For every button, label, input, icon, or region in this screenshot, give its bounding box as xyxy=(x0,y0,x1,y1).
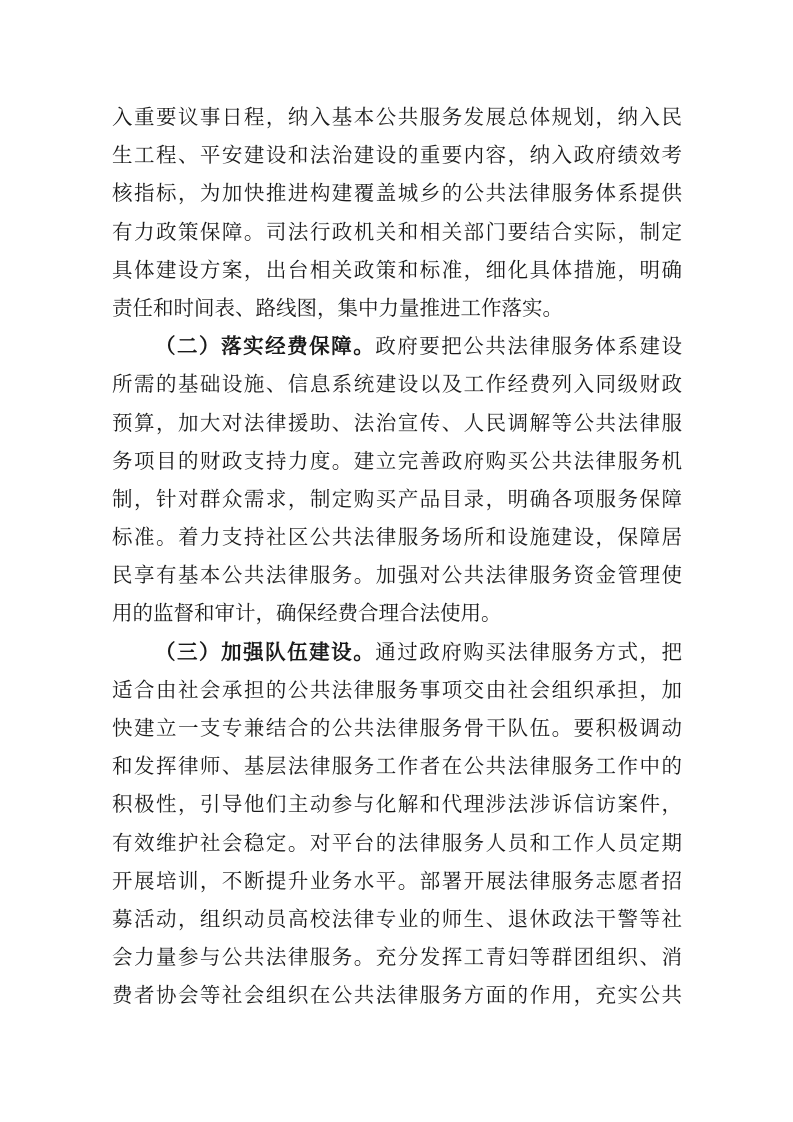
paragraph-first-line xyxy=(112,327,682,365)
paragraph-line: 用的监督和审计，确保经费合理合法使用。 xyxy=(112,601,502,626)
paragraph-line: 快建立一支专兼结合的公共法律服务骨干队伍。要积极调动 xyxy=(112,716,682,740)
paragraph-line: 积极性，引导他们主动参与化解和代理涉法涉诉信访案件， xyxy=(112,792,682,817)
paragraph-line: 募活动，组织动员高校法律专业的师生、退休政法干警等社 xyxy=(112,906,682,931)
paragraph-line: 制，针对群众需求，制定购买产品目录，明确各项服务保障 xyxy=(112,486,682,511)
paragraph-line: 有力政策保障。司法行政机关和相关部门要结合实际，制定 xyxy=(112,219,682,244)
paragraph-line: 民享有基本公共法律服务。加强对公共法律服务资金管理使 xyxy=(112,563,682,588)
paragraph-line: 开展培训，不断提升业务水平。部署开展法律服务志愿者招 xyxy=(112,868,682,893)
paragraph-line: 责任和时间表、路线图，集中力量推进工作落实。 xyxy=(112,295,563,320)
paragraph-line: 会力量参与公共法律服务。充分发挥工青妇等群团组织、消 xyxy=(112,945,682,970)
document-body xyxy=(112,98,682,1015)
paragraph-line: 核指标，为加快推进构建覆盖城乡的公共法律服务体系提供 xyxy=(112,181,682,206)
paragraph-line: 有效维护社会稳定。对平台的法律服务人员和工作人员定期 xyxy=(112,830,682,855)
paragraph-text: 政府要把公共法律服务体系建设 xyxy=(375,334,683,359)
section-heading: （二）落实经费保障。 xyxy=(155,334,376,359)
paragraph-line: 生工程、平安建设和法治建设的重要内容，纳入政府绩效考 xyxy=(112,143,682,168)
paragraph-text: 通过政府购买法律服务方式，把 xyxy=(375,639,683,664)
paragraph-line: 所需的基础设施、信息系统建设以及工作经费列入同级财政 xyxy=(112,372,682,397)
paragraph-line: 费者协会等社会组织在公共法律服务方面的作用，充实公共 xyxy=(112,983,682,1008)
paragraph-line: 适合由社会承担的公共法律服务事项交由社会组织承担，加 xyxy=(112,677,682,702)
paragraph-line: 标准。着力支持社区公共法律服务场所和设施建设，保障居 xyxy=(112,525,682,550)
paragraph-line: 和发挥律师、基层法律服务工作者在公共法律服务工作中的 xyxy=(112,754,682,779)
paragraph-line: 具体建设方案，出台相关政策和标准，细化具体措施，明确 xyxy=(112,257,682,282)
paragraph-line: 预算，加大对法律援助、法治宣传、人民调解等公共法律服 xyxy=(112,410,682,435)
section-heading: （三）加强队伍建设。 xyxy=(155,639,376,664)
paragraph-line: 务项目的财政支持力度。建立完善政府购买公共法律服务机 xyxy=(112,448,682,473)
paragraph-line: 入重要议事日程，纳入基本公共服务发展总体规划，纳入民 xyxy=(112,105,682,129)
paragraph-first-line xyxy=(112,633,682,671)
